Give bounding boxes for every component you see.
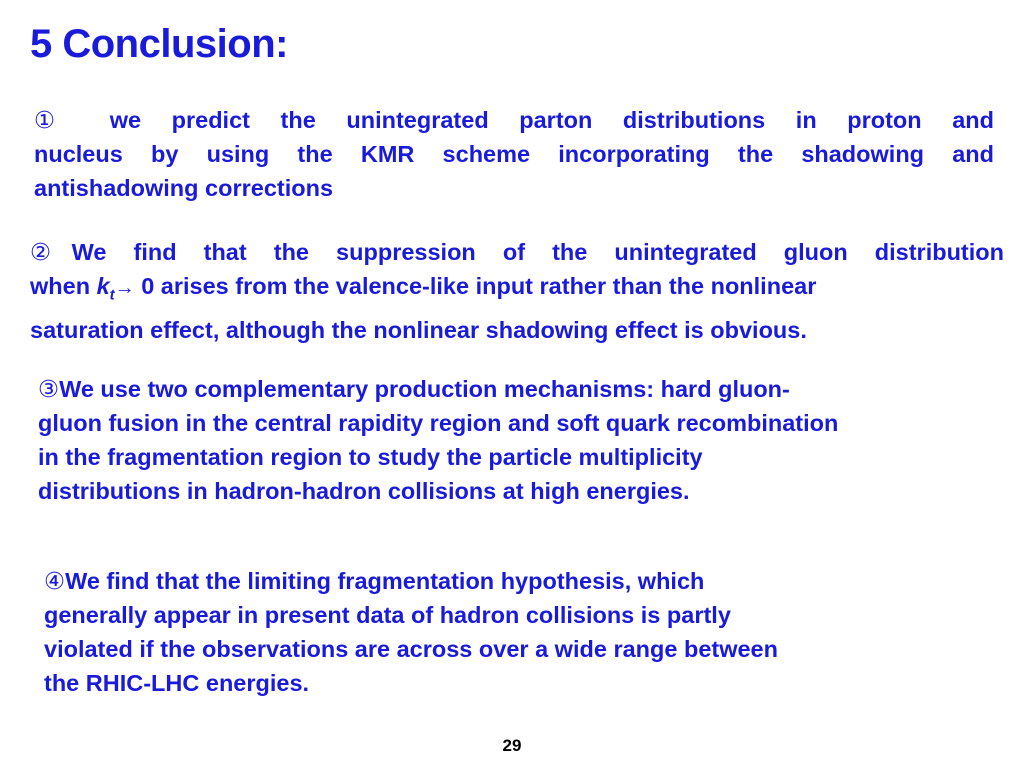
point-3-line-1: ③We use two complementary production mechanisms: hard gluon- [38,375,790,403]
page-number: 29 [502,736,522,755]
point-2-marker: ② [30,238,72,266]
conclusion-point-4 [44,564,984,700]
point-3-line-2: gluon fusion in the central rapidity region and soft quark recombination [38,410,839,436]
conclusion-point-3 [38,372,1014,508]
slide-title: 5 Conclusion: [30,22,288,66]
point-3-line-4: distributions in hadron-hadron collisions at high energies. [38,478,690,504]
point-4-line-2: generally appear in present data of hadron collisions is partly [44,602,731,628]
arrow-symbol: → [114,277,135,299]
point-1-marker: ① [34,106,80,134]
point-2-line-3: saturation effect, although the nonlinear shadowing effect is obvious. [30,316,807,343]
point-1-line-2: nucleus by using the KMR scheme incorporating the shadowing and [34,141,994,167]
point-3-line-3: in the fragmentation region to study the particle multiplicity [38,444,703,470]
kt-symbol: $k_t$ [96,273,115,304]
point-4-marker: ④ [44,567,66,595]
point-3-marker: ③ [38,375,60,403]
conclusion-point-1 [34,103,994,205]
point-2-line-2: when $k_t\to 0$ arises from the valence-like input rather than the nonlinear [30,273,817,304]
point-4-line-4: the RHIC-LHC energies. [44,670,310,696]
point-1-line-1: ① we predict the unintegrated parton distributions in proton and [34,106,994,134]
conclusion-point-2 [30,235,1004,347]
point-1-line-3: antishadowing corrections [34,175,334,201]
point-2-line-1: ②We find that the suppression of the unintegrated gluon distribution [30,238,1004,266]
point-4-line-1: ④We find that the limiting fragmentation hypothesis, which [44,567,705,595]
point-4-line-3: violated if the observations are across over a wide range between [44,636,778,662]
